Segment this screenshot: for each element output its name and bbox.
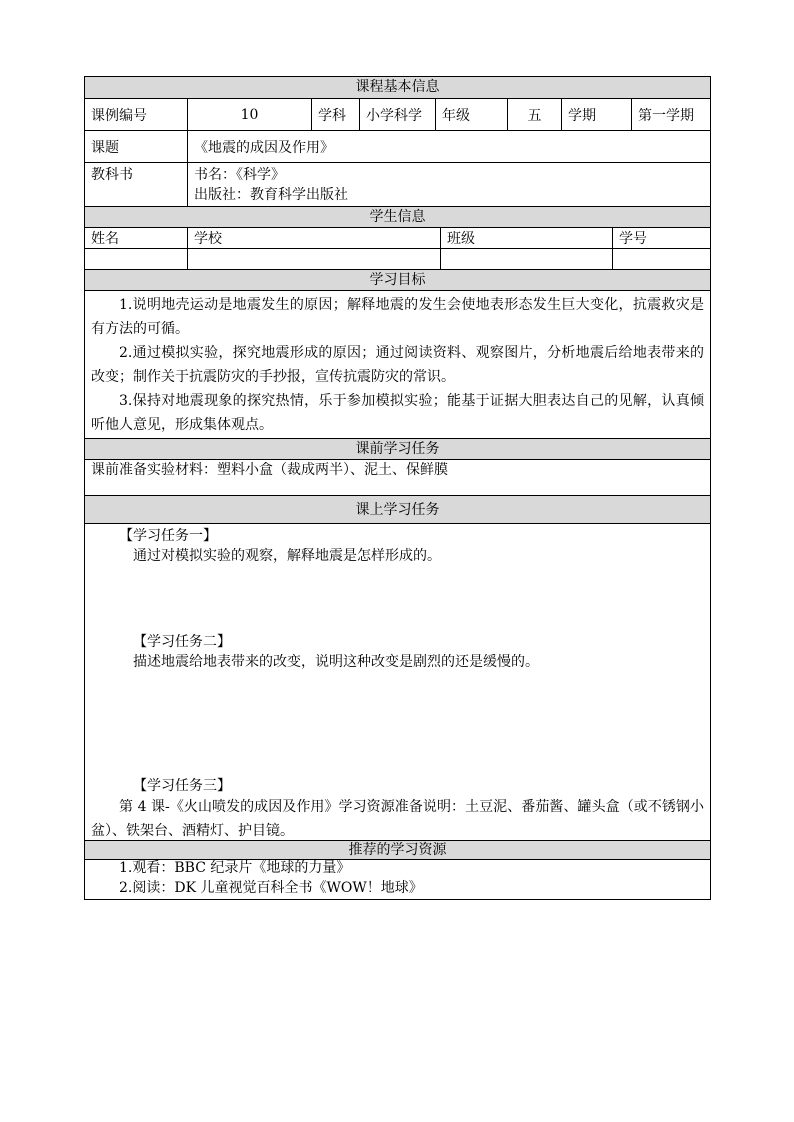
name-label: 姓名 xyxy=(91,231,119,247)
goal-item-2: 2.通过模拟实验，探究地震形成的原因；通过阅读资料、观察图片，分析地震后给地表带来的改变；制作关于抗震防灾的手抄报，宣传抗震防灾的常识。 xyxy=(91,345,704,385)
pre-class-header xyxy=(85,439,710,460)
student-info-header xyxy=(85,207,710,228)
student-id-field[interactable] xyxy=(612,249,710,269)
publisher: 出版社：教育科学出版社 xyxy=(194,187,348,203)
class-label: 班级 xyxy=(440,228,612,248)
textbook-details xyxy=(187,163,710,206)
goal-item-1: 1.说明地壳运动是地震发生的原因；解释地震的发生会使地表形态发生巨大变化，抗震救灾是有方法的可循。 xyxy=(91,297,704,337)
goals-header-text: 学习目标 xyxy=(369,272,426,288)
basic-info-row xyxy=(85,99,710,131)
task1-title: 【学习任务一】 xyxy=(119,528,217,544)
book-name: 书名：《科学》 xyxy=(194,167,285,183)
lesson-table xyxy=(84,76,711,900)
task2-text: 描述地震给地表带来的改变，说明这种改变是剧烈的还是缓慢的。 xyxy=(133,654,539,670)
task3-text: 第 4 课-《火山喷发的成因及作用》学习资源准备说明：土豆泥、番茄酱、罐头盒（或不锈钢小盆）、铁架台、酒精灯、护目镜。 xyxy=(91,799,704,839)
resource-item-1: 1.观看：BBC 纪录片《地球的力量》 xyxy=(119,860,351,876)
pre-class-body xyxy=(85,460,710,496)
lesson-no-value: 10 xyxy=(187,99,311,130)
resource-item-2: 2.阅读：DK 儿童视觉百科全书《WOW！地球》 xyxy=(119,880,423,896)
term-label: 学期 xyxy=(561,99,631,130)
textbook-row xyxy=(85,163,710,207)
student-id-label: 学号 xyxy=(612,228,710,248)
term-value: 第一学期 xyxy=(631,99,710,130)
lesson-no-label: 课例编号 xyxy=(91,107,147,124)
textbook-label: 教科书 xyxy=(91,167,133,183)
name-field[interactable] xyxy=(85,249,187,269)
student-info-header-text: 学生信息 xyxy=(369,209,426,225)
in-class-header xyxy=(85,496,710,524)
subject-value: 小学科学 xyxy=(359,99,435,130)
task1-text: 通过对模拟实验的观察，解释地震是怎样形成的。 xyxy=(133,548,441,564)
topic-row xyxy=(85,131,710,163)
pre-class-header-text: 课前学习任务 xyxy=(355,441,440,457)
topic-label: 课题 xyxy=(91,139,119,156)
task3-title: 【学习任务三】 xyxy=(133,778,231,794)
resources-header-text: 推荐的学习资源 xyxy=(348,842,447,858)
school-field[interactable] xyxy=(187,249,440,269)
resources-body xyxy=(85,860,710,899)
school-label: 学校 xyxy=(187,228,440,248)
goals-header xyxy=(85,270,710,291)
goal-item-3: 3.保持对地震现象的探究热情，乐于参加模拟实验；能基于证据大胆表达自己的见解，认真倾听他人意见，形成集体观点。 xyxy=(91,393,704,433)
grade-label: 年级 xyxy=(435,99,507,130)
student-labels-row xyxy=(85,228,710,249)
pre-class-text: 课前准备实验材料：塑料小盒（裁成两半）、泥土、保鲜膜 xyxy=(91,462,448,478)
in-class-body xyxy=(85,524,710,841)
grade-value: 五 xyxy=(507,99,561,130)
class-field[interactable] xyxy=(440,249,612,269)
goals-body xyxy=(85,291,710,439)
task2-title: 【学习任务二】 xyxy=(133,634,231,650)
topic-value: 《地震的成因及作用》 xyxy=(187,131,710,162)
subject-label: 学科 xyxy=(311,99,359,130)
basic-info-header xyxy=(85,77,710,99)
basic-info-header-text: 课程基本信息 xyxy=(355,79,440,95)
student-values-row xyxy=(85,249,710,270)
in-class-header-text: 课上学习任务 xyxy=(355,502,440,518)
